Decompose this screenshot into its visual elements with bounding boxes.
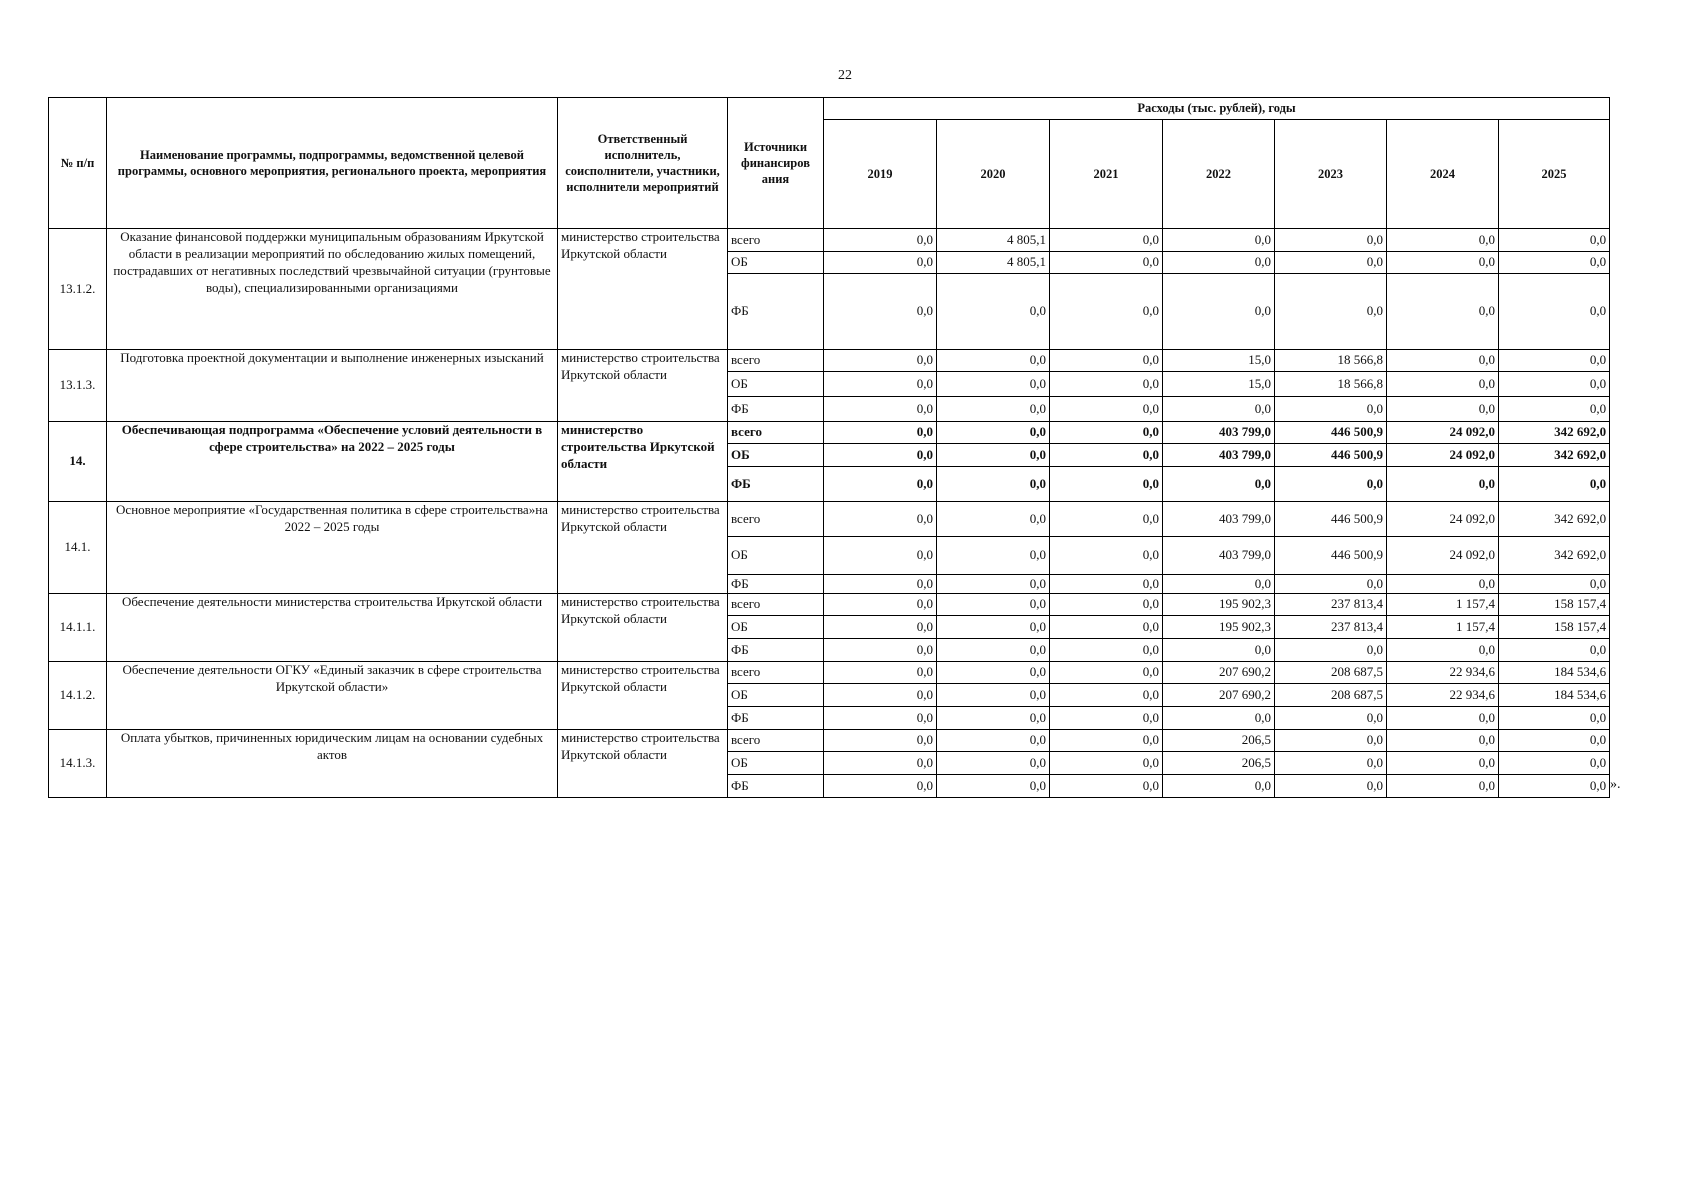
value-cell: 0,0 (1163, 252, 1275, 274)
value-cell: 0,0 (1387, 372, 1499, 397)
value-cell: 0,0 (1275, 639, 1387, 662)
source-label: ОБ (728, 252, 824, 274)
value-cell: 208 687,5 (1275, 662, 1387, 684)
value-cell: 0,0 (1387, 397, 1499, 422)
value-cell: 0,0 (937, 467, 1050, 502)
source-label: всего (728, 350, 824, 372)
header-year: 2024 (1387, 120, 1499, 229)
value-cell: 0,0 (937, 616, 1050, 639)
value-cell: 4 805,1 (937, 252, 1050, 274)
table-row (49, 422, 1610, 444)
header-expenses: Расходы (тыс. рублей), годы (824, 98, 1610, 120)
value-cell: 0,0 (1163, 707, 1275, 730)
row-name: Оказание финансовой поддержки муниципальным образованиям Иркутской области в реализации мероприятий по обследованию жилых помещений, пострадавших от негативных последствий чрезвычайной ситуации (грунтовые воды), специализированными организациями (107, 229, 558, 350)
value-cell: 24 092,0 (1387, 422, 1499, 444)
value-cell: 0,0 (1499, 707, 1610, 730)
value-cell: 0,0 (937, 684, 1050, 707)
value-cell: 15,0 (1163, 372, 1275, 397)
table-row (49, 229, 1610, 252)
source-label: ФБ (728, 707, 824, 730)
header-year: 2019 (824, 120, 937, 229)
value-cell: 158 157,4 (1499, 594, 1610, 616)
value-cell: 0,0 (1050, 372, 1163, 397)
value-cell: 0,0 (937, 397, 1050, 422)
source-label: ОБ (728, 684, 824, 707)
table-header (49, 98, 1610, 229)
value-cell: 0,0 (1387, 229, 1499, 252)
row-number: 14.1. (49, 502, 107, 594)
value-cell: 0,0 (1163, 639, 1275, 662)
value-cell: 446 500,9 (1275, 422, 1387, 444)
value-cell: 0,0 (1275, 229, 1387, 252)
value-cell: 0,0 (824, 274, 937, 350)
value-cell: 0,0 (1387, 575, 1499, 594)
value-cell: 0,0 (1163, 775, 1275, 798)
source-label: всего (728, 662, 824, 684)
value-cell: 0,0 (824, 684, 937, 707)
value-cell: 403 799,0 (1163, 422, 1275, 444)
value-cell: 0,0 (1163, 229, 1275, 252)
value-cell: 0,0 (1499, 775, 1610, 798)
value-cell: 0,0 (937, 594, 1050, 616)
value-cell: 446 500,9 (1275, 502, 1387, 537)
value-cell: 22 934,6 (1387, 662, 1499, 684)
row-number: 14.1.1. (49, 594, 107, 662)
header-year: 2023 (1275, 120, 1387, 229)
header-year: 2020 (937, 120, 1050, 229)
source-label: ОБ (728, 444, 824, 467)
value-cell: 0,0 (1499, 639, 1610, 662)
value-cell: 0,0 (824, 707, 937, 730)
value-cell: 342 692,0 (1499, 537, 1610, 575)
value-cell: 403 799,0 (1163, 502, 1275, 537)
value-cell: 0,0 (824, 397, 937, 422)
source-label: всего (728, 422, 824, 444)
value-cell: 0,0 (1050, 639, 1163, 662)
value-cell: 0,0 (1163, 575, 1275, 594)
value-cell: 0,0 (1050, 252, 1163, 274)
value-cell: 0,0 (1163, 467, 1275, 502)
budget-table (48, 97, 1610, 798)
value-cell: 0,0 (824, 752, 937, 775)
source-label: ФБ (728, 639, 824, 662)
value-cell: 0,0 (1050, 502, 1163, 537)
row-name: Подготовка проектной документации и выполнение инженерных изысканий (107, 350, 558, 422)
value-cell: 1 157,4 (1387, 616, 1499, 639)
table-body (49, 229, 1610, 798)
value-cell: 0,0 (1050, 422, 1163, 444)
value-cell: 0,0 (824, 594, 937, 616)
value-cell: 0,0 (937, 730, 1050, 752)
row-responsible: министерство строительства Иркутской области (558, 502, 728, 594)
source-label: ФБ (728, 397, 824, 422)
value-cell: 0,0 (824, 467, 937, 502)
value-cell: 195 902,3 (1163, 594, 1275, 616)
source-label: ФБ (728, 467, 824, 502)
row-number: 13.1.2. (49, 229, 107, 350)
row-name: Оплата убытков, причиненных юридическим лицам на основании судебных актов (107, 730, 558, 798)
value-cell: 206,5 (1163, 730, 1275, 752)
value-cell: 0,0 (1275, 707, 1387, 730)
value-cell: 0,0 (1275, 752, 1387, 775)
row-responsible: министерство строительства Иркутской области (558, 229, 728, 350)
value-cell: 15,0 (1163, 350, 1275, 372)
row-name: Обеспечивающая подпрограмма «Обеспечение условий деятельности в сфере строительства» на 2022 – 2025 годы (107, 422, 558, 502)
header-year: 2021 (1050, 120, 1163, 229)
value-cell: 0,0 (1275, 775, 1387, 798)
value-cell: 0,0 (1050, 397, 1163, 422)
value-cell: 0,0 (1050, 537, 1163, 575)
value-cell: 184 534,6 (1499, 684, 1610, 707)
value-cell: 0,0 (1275, 252, 1387, 274)
header-num: № п/п (49, 98, 107, 229)
value-cell: 0,0 (937, 444, 1050, 467)
row-name: Обеспечение деятельности ОГКУ «Единый заказчик в сфере строительства Иркутской области» (107, 662, 558, 730)
value-cell: 0,0 (1387, 639, 1499, 662)
value-cell: 0,0 (1387, 707, 1499, 730)
value-cell: 0,0 (1387, 467, 1499, 502)
value-cell: 0,0 (1050, 575, 1163, 594)
value-cell: 0,0 (1050, 752, 1163, 775)
value-cell: 0,0 (824, 502, 937, 537)
page-number: 22 (838, 68, 852, 83)
value-cell: 0,0 (1499, 372, 1610, 397)
value-cell: 237 813,4 (1275, 594, 1387, 616)
value-cell: 0,0 (824, 444, 937, 467)
value-cell: 0,0 (937, 274, 1050, 350)
row-number: 13.1.3. (49, 350, 107, 422)
value-cell: 0,0 (1050, 229, 1163, 252)
value-cell: 206,5 (1163, 752, 1275, 775)
value-cell: 0,0 (824, 662, 937, 684)
value-cell: 0,0 (1050, 662, 1163, 684)
value-cell: 0,0 (824, 775, 937, 798)
value-cell: 4 805,1 (937, 229, 1050, 252)
value-cell: 0,0 (1499, 575, 1610, 594)
header-source: Источники финансиров ания (728, 98, 824, 229)
header-year: 2025 (1499, 120, 1610, 229)
value-cell: 342 692,0 (1499, 444, 1610, 467)
row-name: Основное мероприятие «Государственная политика в сфере строительства»на 2022 – 2025 годы (107, 502, 558, 594)
row-number: 14.1.2. (49, 662, 107, 730)
row-responsible: министерство строительства Иркутской области (558, 662, 728, 730)
value-cell: 0,0 (1499, 467, 1610, 502)
value-cell: 446 500,9 (1275, 444, 1387, 467)
value-cell: 0,0 (1499, 229, 1610, 252)
value-cell: 342 692,0 (1499, 422, 1610, 444)
value-cell: 184 534,6 (1499, 662, 1610, 684)
value-cell: 0,0 (1387, 274, 1499, 350)
value-cell: 0,0 (1275, 575, 1387, 594)
value-cell: 0,0 (1050, 775, 1163, 798)
row-number: 14. (49, 422, 107, 502)
value-cell: 208 687,5 (1275, 684, 1387, 707)
value-cell: 18 566,8 (1275, 350, 1387, 372)
value-cell: 0,0 (1163, 274, 1275, 350)
table-row (49, 730, 1610, 752)
row-responsible: министерство строительства Иркутской области (558, 350, 728, 422)
value-cell: 403 799,0 (1163, 537, 1275, 575)
row-number: 14.1.3. (49, 730, 107, 798)
value-cell: 195 902,3 (1163, 616, 1275, 639)
value-cell: 1 157,4 (1387, 594, 1499, 616)
value-cell: 18 566,8 (1275, 372, 1387, 397)
value-cell: 0,0 (1499, 350, 1610, 372)
value-cell: 0,0 (937, 639, 1050, 662)
value-cell: 0,0 (937, 537, 1050, 575)
table-row (49, 662, 1610, 684)
value-cell: 0,0 (937, 707, 1050, 730)
value-cell: 0,0 (824, 616, 937, 639)
value-cell: 0,0 (824, 252, 937, 274)
value-cell: 0,0 (824, 372, 937, 397)
value-cell: 342 692,0 (1499, 502, 1610, 537)
value-cell: 0,0 (1275, 397, 1387, 422)
value-cell: 0,0 (937, 775, 1050, 798)
source-label: всего (728, 502, 824, 537)
value-cell: 0,0 (1050, 707, 1163, 730)
header-year: 2022 (1163, 120, 1275, 229)
row-responsible: министерство строительства Иркутской области (558, 594, 728, 662)
value-cell: 0,0 (1050, 594, 1163, 616)
source-label: ОБ (728, 616, 824, 639)
value-cell: 0,0 (1050, 616, 1163, 639)
value-cell: 0,0 (937, 350, 1050, 372)
source-label: ФБ (728, 775, 824, 798)
value-cell: 0,0 (1387, 252, 1499, 274)
value-cell: 24 092,0 (1387, 444, 1499, 467)
table-row (49, 594, 1610, 616)
value-cell: 0,0 (1275, 467, 1387, 502)
source-label: всего (728, 229, 824, 252)
value-cell: 0,0 (1050, 684, 1163, 707)
value-cell: 0,0 (937, 422, 1050, 444)
value-cell: 0,0 (1499, 752, 1610, 775)
value-cell: 0,0 (1387, 350, 1499, 372)
value-cell: 0,0 (824, 575, 937, 594)
value-cell: 0,0 (1387, 775, 1499, 798)
source-label: ОБ (728, 372, 824, 397)
row-name: Обеспечение деятельности министерства строительства Иркутской области (107, 594, 558, 662)
value-cell: 0,0 (1387, 752, 1499, 775)
value-cell: 237 813,4 (1275, 616, 1387, 639)
value-cell: 0,0 (937, 752, 1050, 775)
value-cell: 22 934,6 (1387, 684, 1499, 707)
value-cell: 0,0 (1275, 274, 1387, 350)
value-cell: 0,0 (1499, 274, 1610, 350)
row-responsible: министерство строительства Иркутской области (558, 730, 728, 798)
value-cell: 0,0 (1499, 252, 1610, 274)
value-cell: 0,0 (1050, 444, 1163, 467)
value-cell: 0,0 (937, 372, 1050, 397)
value-cell: 446 500,9 (1275, 537, 1387, 575)
value-cell: 0,0 (824, 350, 937, 372)
value-cell: 403 799,0 (1163, 444, 1275, 467)
header-responsible: Ответственный исполнитель, соисполнители, участники, исполнители мероприятий (558, 98, 728, 229)
header-name: Наименование программы, подпрограммы, ведомственной целевой программы, основного мероприятия, регионального проекта, мероприятия (107, 98, 558, 229)
value-cell: 0,0 (1387, 730, 1499, 752)
source-label: всего (728, 594, 824, 616)
table-row (49, 502, 1610, 537)
value-cell: 0,0 (824, 639, 937, 662)
value-cell: 0,0 (937, 575, 1050, 594)
value-cell: 0,0 (937, 662, 1050, 684)
source-label: ОБ (728, 752, 824, 775)
value-cell: 24 092,0 (1387, 537, 1499, 575)
value-cell: 207 690,2 (1163, 684, 1275, 707)
value-cell: 0,0 (1275, 730, 1387, 752)
source-label: ФБ (728, 274, 824, 350)
value-cell: 0,0 (1050, 467, 1163, 502)
source-label: ОБ (728, 537, 824, 575)
value-cell: 0,0 (824, 537, 937, 575)
value-cell: 0,0 (1050, 274, 1163, 350)
value-cell: 0,0 (1050, 730, 1163, 752)
row-responsible: министерство строительства Иркутской области (558, 422, 728, 502)
value-cell: 0,0 (1499, 397, 1610, 422)
value-cell: 0,0 (1499, 730, 1610, 752)
value-cell: 0,0 (824, 422, 937, 444)
source-label: всего (728, 730, 824, 752)
closing-mark: ». (1610, 777, 1621, 792)
source-label: ФБ (728, 575, 824, 594)
value-cell: 0,0 (1050, 350, 1163, 372)
value-cell: 0,0 (1163, 397, 1275, 422)
value-cell: 0,0 (937, 502, 1050, 537)
value-cell: 0,0 (824, 730, 937, 752)
value-cell: 24 092,0 (1387, 502, 1499, 537)
value-cell: 0,0 (824, 229, 937, 252)
value-cell: 158 157,4 (1499, 616, 1610, 639)
table-row (49, 350, 1610, 372)
value-cell: 207 690,2 (1163, 662, 1275, 684)
